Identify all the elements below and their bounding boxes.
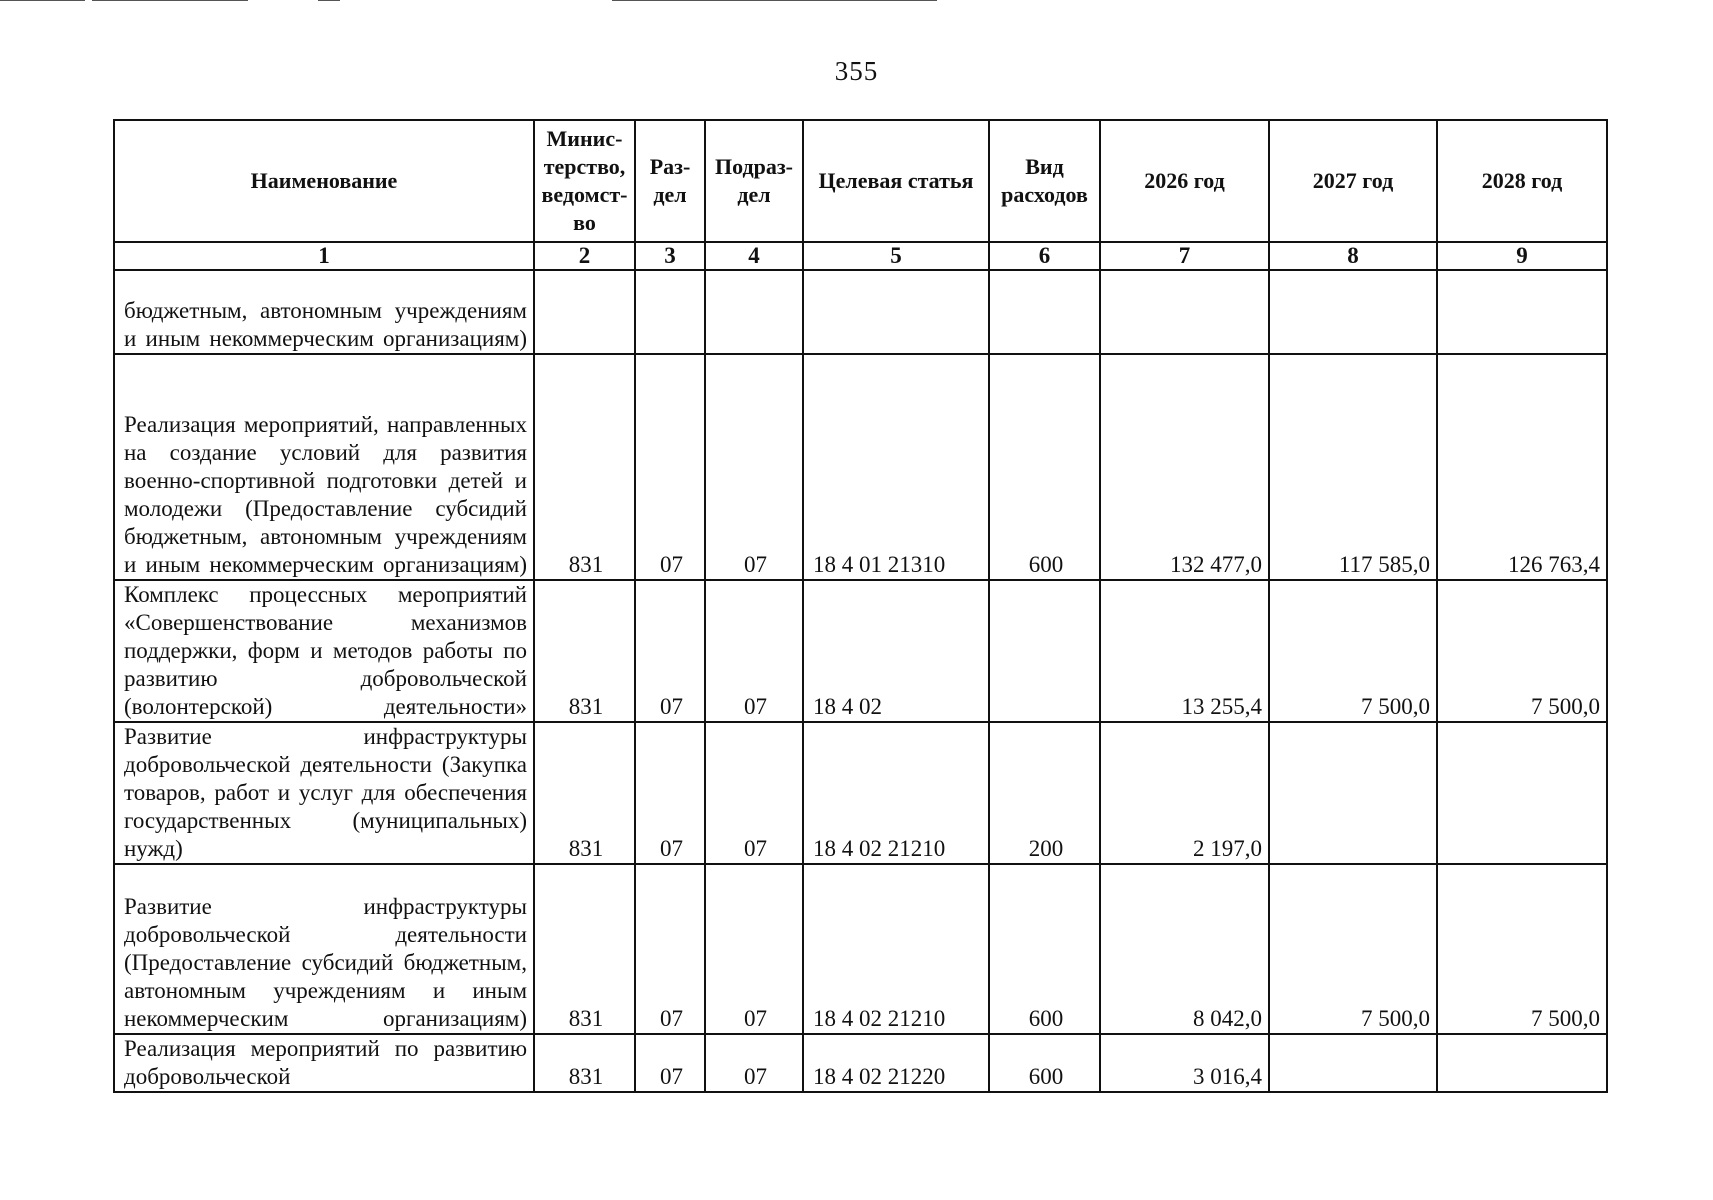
table-row — [114, 722, 1607, 864]
row-2026: 3 016,4 — [1100, 1034, 1269, 1092]
header-section: Раз-дел — [635, 120, 705, 242]
page-number: 355 — [834, 56, 879, 86]
row-section: 07 — [635, 722, 705, 864]
row-ministry: 831 — [534, 722, 635, 864]
column-number: 4 — [705, 242, 803, 270]
row-target: 18 4 02 — [803, 580, 989, 722]
table-row — [114, 580, 1607, 722]
row-target: 18 4 02 21210 — [803, 722, 989, 864]
row-target — [803, 270, 989, 354]
row-2026: 13 255,4 — [1100, 580, 1269, 722]
row-section: 07 — [635, 580, 705, 722]
table-row — [114, 1034, 1607, 1092]
row-subsection: 07 — [705, 722, 803, 864]
scan-artifact-line — [318, 0, 340, 1]
row-2028 — [1437, 1034, 1607, 1092]
row-name: бюджетным, автономным учреждениям и иным некоммерческим организациям) — [114, 270, 534, 354]
row-2027: 117 585,0 — [1269, 354, 1437, 580]
row-2028 — [1437, 722, 1607, 864]
row-section: 07 — [635, 1034, 705, 1092]
column-number: 6 — [989, 242, 1100, 270]
column-number: 7 — [1100, 242, 1269, 270]
row-name: Реализация мероприятий по развитию добровольческой — [114, 1034, 534, 1092]
row-expense-type: 600 — [989, 864, 1100, 1034]
row-expense-type — [989, 270, 1100, 354]
row-target: 18 4 01 21310 — [803, 354, 989, 580]
column-number-row — [114, 242, 1607, 270]
row-2026: 132 477,0 — [1100, 354, 1269, 580]
row-name: Развитие инфраструктуры добровольческой деятельности (Закупка товаров, работ и услуг для обеспечения государственных (муниципальных) нужд) — [114, 722, 534, 864]
row-expense-type: 200 — [989, 722, 1100, 864]
row-ministry: 831 — [534, 580, 635, 722]
row-2026 — [1100, 270, 1269, 354]
header-ministry: Минис-терство, ведомст-во — [534, 120, 635, 242]
row-2026: 2 197,0 — [1100, 722, 1269, 864]
scan-artifact-line — [92, 0, 248, 1]
budget-table — [113, 119, 1608, 1093]
header-target: Целевая статья — [803, 120, 989, 242]
header-name: Наименование — [114, 120, 534, 242]
row-2026: 8 042,0 — [1100, 864, 1269, 1034]
header-subsection: Подраз-дел — [705, 120, 803, 242]
row-section: 07 — [635, 864, 705, 1034]
row-target: 18 4 02 21220 — [803, 1034, 989, 1092]
row-2027: 7 500,0 — [1269, 580, 1437, 722]
column-number: 3 — [635, 242, 705, 270]
column-number: 1 — [114, 242, 534, 270]
row-expense-type: 600 — [989, 1034, 1100, 1092]
header-expense-type: Вид расходов — [989, 120, 1100, 242]
row-2027 — [1269, 722, 1437, 864]
header-row — [114, 120, 1607, 242]
scan-artifact-line — [612, 0, 937, 1]
row-subsection: 07 — [705, 1034, 803, 1092]
column-number: 9 — [1437, 242, 1607, 270]
row-2028: 126 763,4 — [1437, 354, 1607, 580]
column-number: 2 — [534, 242, 635, 270]
table-row — [114, 270, 1607, 354]
row-subsection — [705, 270, 803, 354]
row-2027 — [1269, 270, 1437, 354]
row-section: 07 — [635, 354, 705, 580]
row-name: Комплекс процессных мероприятий «Совершенствование механизмов поддержки, форм и методов работы по развитию добровольческой (волонтерской) деятельности» — [114, 580, 534, 722]
header-2026: 2026 год — [1100, 120, 1269, 242]
row-subsection: 07 — [705, 580, 803, 722]
row-expense-type: 600 — [989, 354, 1100, 580]
row-subsection: 07 — [705, 354, 803, 580]
row-ministry: 831 — [534, 354, 635, 580]
row-section — [635, 270, 705, 354]
row-name: Реализация мероприятий, направленных на создание условий для развития военно-спортивной подготовки детей и молодежи (Предоставление субсидий бюджетным, автономным учреждениям и иным некоммерческим организациям) — [114, 354, 534, 580]
row-2028 — [1437, 270, 1607, 354]
row-ministry: 831 — [534, 864, 635, 1034]
row-subsection: 07 — [705, 864, 803, 1034]
table-row — [114, 354, 1607, 580]
row-2027 — [1269, 1034, 1437, 1092]
table-row — [114, 864, 1607, 1034]
row-ministry: 831 — [534, 1034, 635, 1092]
row-ministry — [534, 270, 635, 354]
column-number: 5 — [803, 242, 989, 270]
row-2027: 7 500,0 — [1269, 864, 1437, 1034]
row-target: 18 4 02 21210 — [803, 864, 989, 1034]
header-2027: 2027 год — [1269, 120, 1437, 242]
row-2028: 7 500,0 — [1437, 864, 1607, 1034]
row-expense-type — [989, 580, 1100, 722]
row-name: Развитие инфраструктуры добровольческой деятельности (Предоставление субсидий бюджетным, автономным учреждениям и иным некоммерческим организациям) — [114, 864, 534, 1034]
scan-artifact-line — [0, 0, 85, 1]
column-number: 8 — [1269, 242, 1437, 270]
row-2028: 7 500,0 — [1437, 580, 1607, 722]
header-2028: 2028 год — [1437, 120, 1607, 242]
